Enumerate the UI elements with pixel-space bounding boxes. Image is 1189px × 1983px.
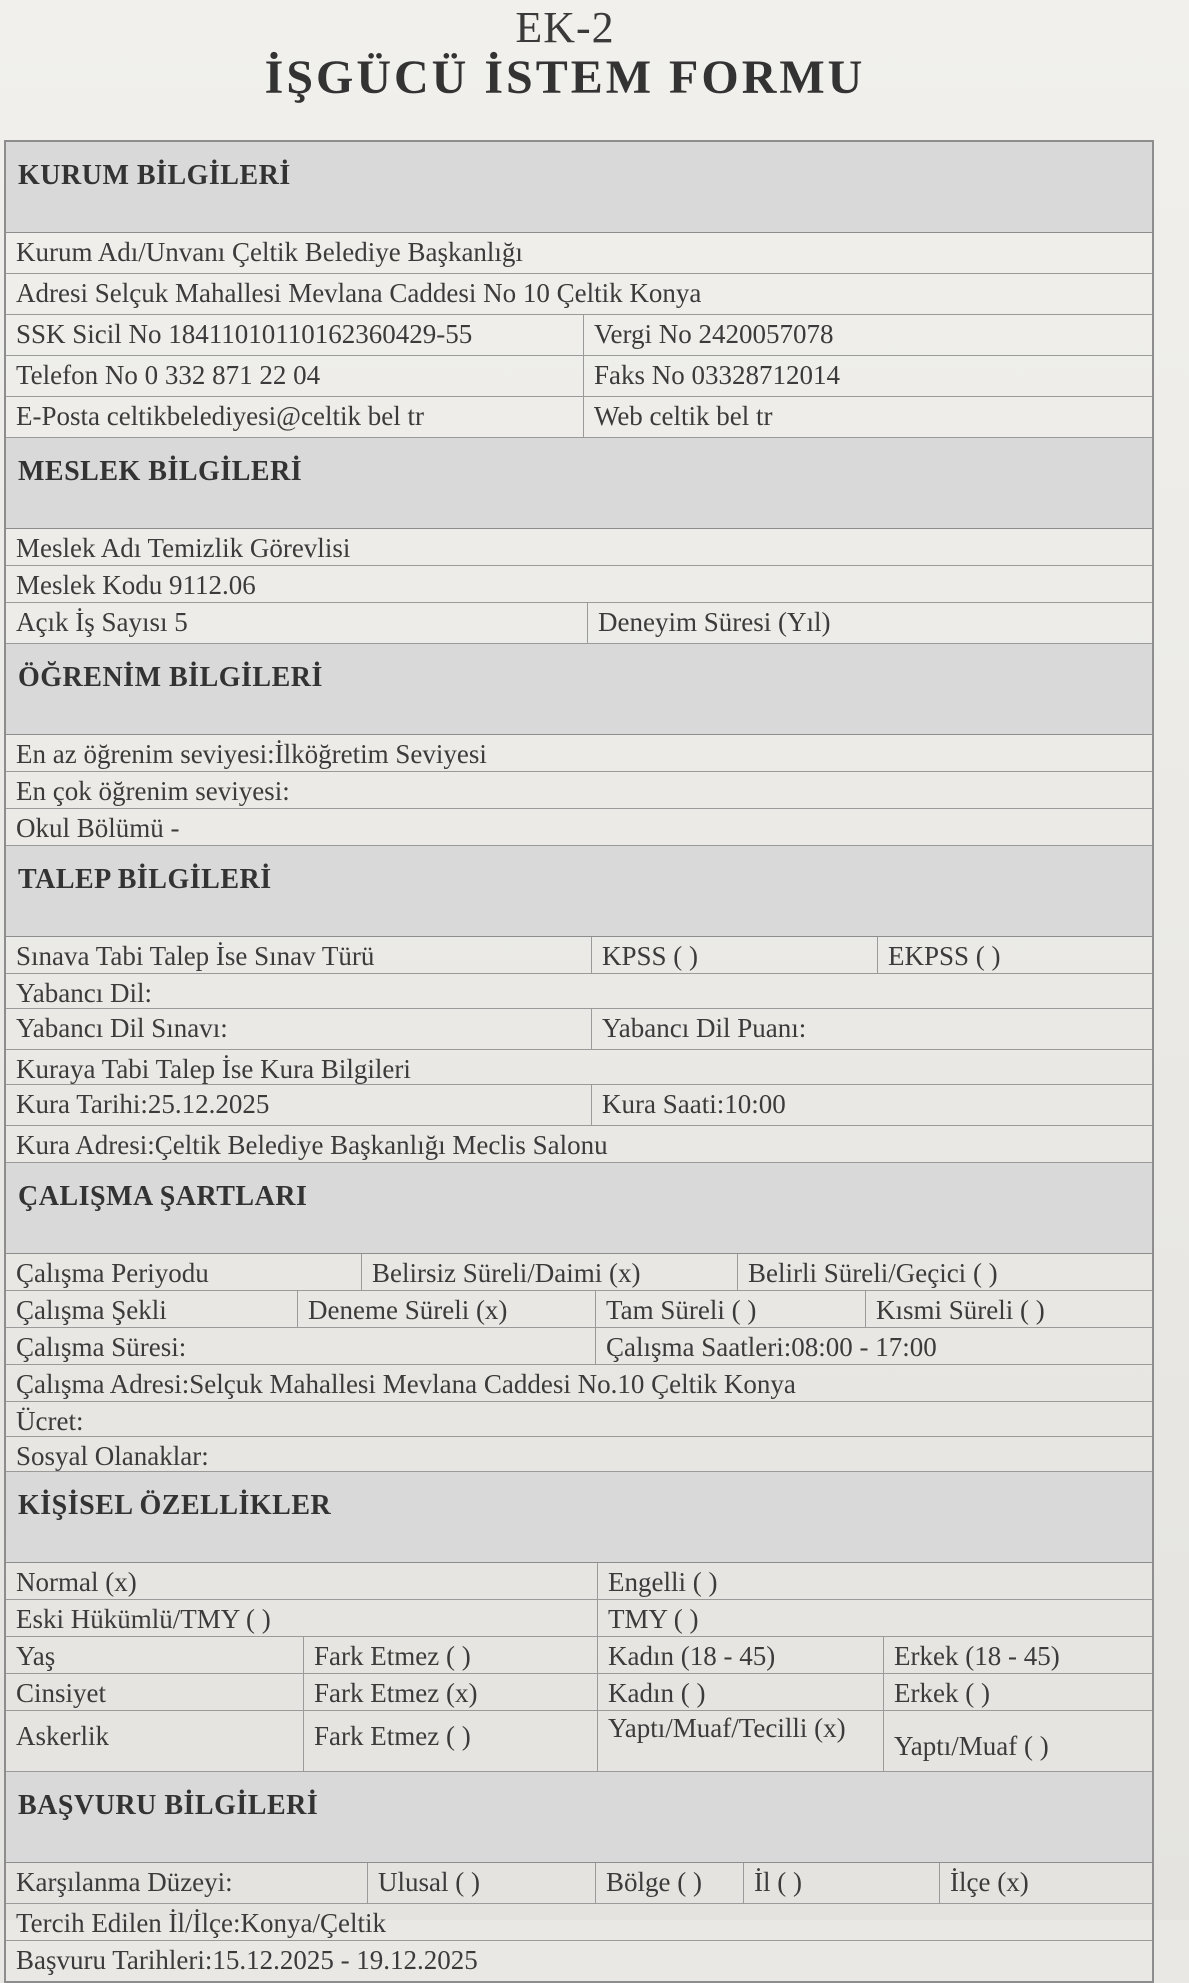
kurum-adres: Adresi Selçuk Mahallesi Mevlana Caddesi No 10 Çeltik Konya — [16, 278, 702, 308]
kisisel-cinsiyet-erkek: Erkek ( ) — [894, 1678, 990, 1708]
row-kisisel-askerlik — [6, 1711, 1152, 1772]
kisisel-engelli: Engelli ( ) — [608, 1567, 718, 1597]
row-calisma-periyot — [6, 1254, 1152, 1291]
row-calisma-ucret — [6, 1402, 1152, 1437]
calisma-belirli: Belirli Süreli/Geçici ( ) — [748, 1258, 998, 1288]
row-kurum-ssk-vergi — [6, 315, 1152, 356]
kisisel-normal: Normal (x) — [6, 1563, 598, 1599]
row-talep-kura-adresi — [6, 1126, 1152, 1163]
kisisel-askerlik-yapti: Yaptı/Muaf/Tecilli (x) — [598, 1711, 884, 1771]
row-kisisel-cinsiyet — [6, 1674, 1152, 1711]
talep-kura-saati: Kura Saati:10:00 — [602, 1089, 786, 1119]
row-meslek-kod — [6, 566, 1152, 603]
kisisel-eski-hukumlu: Eski Hükümlü/TMY ( ) — [6, 1600, 598, 1636]
section-basvuru-header: BAŞVURU BİLGİLERİ — [6, 1772, 1152, 1863]
row-talep-sinav — [6, 937, 1152, 974]
section-kisisel-header: KİŞİSEL ÖZELLİKLER — [6, 1472, 1152, 1563]
section-meslek-header: MESLEK BİLGİLERİ — [6, 438, 1152, 529]
row-kurum-unvan — [6, 233, 1152, 274]
row-kisisel-eski-hukumlu — [6, 1600, 1152, 1637]
row-talep-yabanci-dil — [6, 974, 1152, 1009]
section-calisma-header: ÇALIŞMA ŞARTLARI — [6, 1163, 1152, 1254]
kurum-vergi: Vergi No 2420057078 — [594, 319, 834, 349]
section-ogrenim-header: ÖĞRENİM BİLGİLERİ — [6, 644, 1152, 735]
meslek-acik-is: Açık İş Sayısı 5 — [6, 603, 588, 643]
talep-kura-tarihi: Kura Tarihi:25.12.2025 — [6, 1085, 592, 1125]
basvuru-il: İl ( ) — [744, 1863, 940, 1903]
basvuru-bolge: Bölge ( ) — [596, 1863, 744, 1903]
kurum-faks: Faks No 03328712014 — [594, 360, 841, 390]
row-ogrenim-en-az — [6, 735, 1152, 772]
calisma-sekil: Çalışma Şekli — [6, 1291, 298, 1327]
talep-sinav-turu: Sınava Tabi Talep İse Sınav Türü — [6, 937, 592, 973]
row-meslek-acik-is — [6, 603, 1152, 644]
ogrenim-okul: Okul Bölümü - — [16, 813, 180, 843]
kisisel-cinsiyet-fark: Fark Etmez (x) — [304, 1674, 598, 1710]
section-talep-header: TALEP BİLGİLERİ — [6, 846, 1152, 937]
kisisel-yas-erkek: Erkek (18 - 45) — [894, 1641, 1060, 1671]
row-talep-dil-sinavi — [6, 1009, 1152, 1050]
kisisel-cinsiyet-kadin: Kadın ( ) — [598, 1674, 884, 1710]
kisisel-yas: Yaş — [6, 1637, 304, 1673]
talep-kura-bilgi: Kuraya Tabi Talep İse Kura Bilgileri — [16, 1054, 411, 1084]
document-title: İŞGÜCÜ İSTEM FORMU — [264, 51, 866, 104]
calisma-saatleri: Çalışma Saatleri:08:00 - 17:00 — [606, 1332, 937, 1362]
basvuru-karsilanma: Karşılanma Düzeyi: — [6, 1863, 368, 1903]
row-calisma-sekil — [6, 1291, 1152, 1328]
kurum-eposta: E-Posta celtikbelediyesi@celtik bel tr — [6, 397, 584, 437]
talep-ekpss: EKPSS ( ) — [888, 941, 1001, 971]
row-kurum-adres — [6, 274, 1152, 315]
kurum-unvan: Kurum Adı/Unvanı Çeltik Belediye Başkanlığı — [16, 237, 523, 267]
calisma-adres: Çalışma Adresi:Selçuk Mahallesi Mevlana Caddesi No.10 Çeltik Konya — [16, 1369, 796, 1399]
basvuru-tercih: Tercih Edilen İl/İlçe:Konya/Çeltik — [16, 1908, 386, 1938]
talep-dil-sinavi: Yabancı Dil Sınavı: — [6, 1009, 592, 1049]
talep-dil-puani: Yabancı Dil Puanı: — [602, 1013, 807, 1043]
row-basvuru-tercih — [6, 1904, 1152, 1941]
kisisel-yas-fark: Fark Etmez ( ) — [304, 1637, 598, 1673]
calisma-belirsiz: Belirsiz Süreli/Daimi (x) — [362, 1254, 738, 1290]
row-kisisel-normal — [6, 1563, 1152, 1600]
basvuru-tarihler: Başvuru Tarihleri:15.12.2025 - 19.12.2025 — [16, 1945, 478, 1975]
row-meslek-ad — [6, 529, 1152, 566]
row-ogrenim-en-cok — [6, 772, 1152, 809]
row-calisma-suresi — [6, 1328, 1152, 1365]
meslek-deneyim: Deneyim Süresi (Yıl) — [598, 607, 831, 637]
kurum-web: Web celtik bel tr — [594, 401, 773, 431]
kurum-telefon: Telefon No 0 332 871 22 04 — [6, 356, 584, 396]
kurum-ssk: SSK Sicil No 18411010110162360429-55 — [6, 315, 584, 355]
talep-kura-adresi: Kura Adresi:Çeltik Belediye Başkanlığı Meclis Salonu — [16, 1130, 608, 1160]
kisisel-askerlik-muaf: Yaptı/Muaf ( ) — [894, 1731, 1049, 1761]
kisisel-yas-kadin: Kadın (18 - 45) — [598, 1637, 884, 1673]
row-kurum-eposta-web — [6, 397, 1152, 438]
section-kurum-header: KURUM BİLGİLERİ — [6, 142, 1152, 233]
meslek-kod: Meslek Kodu 9112.06 — [16, 570, 256, 600]
row-talep-kura-tarih — [6, 1085, 1152, 1126]
kisisel-askerlik-fark: Fark Etmez ( ) — [304, 1711, 598, 1771]
kisisel-cinsiyet: Cinsiyet — [6, 1674, 304, 1710]
row-talep-kura-bilgi — [6, 1050, 1152, 1085]
calisma-sosyal: Sosyal Olanaklar: — [16, 1441, 209, 1471]
row-calisma-sosyal — [6, 1437, 1152, 1472]
kisisel-tmy: TMY ( ) — [608, 1604, 699, 1634]
document-code: EK-2 — [515, 3, 615, 52]
calisma-suresi: Çalışma Süresi: — [6, 1328, 596, 1364]
row-basvuru-tarihler — [6, 1941, 1152, 1981]
meslek-ad: Meslek Adı Temizlik Görevlisi — [16, 533, 351, 563]
kisisel-askerlik: Askerlik — [6, 1711, 304, 1771]
talep-yabanci-dil: Yabancı Dil: — [16, 978, 153, 1008]
calisma-deneme: Deneme Süreli (x) — [298, 1291, 596, 1327]
basvuru-ulusal: Ulusal ( ) — [368, 1863, 596, 1903]
row-ogrenim-okul — [6, 809, 1152, 846]
calisma-ucret: Ücret: — [16, 1406, 84, 1436]
calisma-kismi: Kısmi Süreli ( ) — [876, 1295, 1045, 1325]
row-basvuru-karsilanma — [6, 1863, 1152, 1904]
ogrenim-en-cok: En çok öğrenim seviyesi: — [16, 776, 290, 806]
calisma-tam: Tam Süreli ( ) — [596, 1291, 866, 1327]
ogrenim-en-az: En az öğrenim seviyesi:İlköğretim Seviyesi — [16, 739, 487, 769]
talep-kpss: KPSS ( ) — [592, 937, 878, 973]
labor-request-form — [4, 140, 1154, 1983]
basvuru-ilce: İlçe (x) — [950, 1867, 1029, 1897]
calisma-periyot: Çalışma Periyodu — [6, 1254, 362, 1290]
row-kisisel-yas — [6, 1637, 1152, 1674]
row-calisma-adres — [6, 1365, 1152, 1402]
row-kurum-tel-faks — [6, 356, 1152, 397]
